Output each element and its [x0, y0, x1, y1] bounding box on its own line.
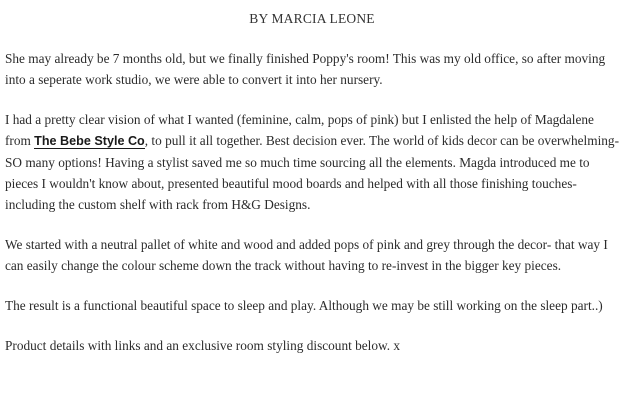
bebe-style-co-link[interactable]: The Bebe Style Co [34, 134, 145, 148]
paragraph-stylist [5, 109, 619, 215]
paragraph-result: The result is a functional beautiful space to sleep and play. Although we may be still working on the sleep part..) [5, 298, 603, 313]
paragraph-intro: She may already be 7 months old, but we finally finished Poppy's room! This was my old office, so after moving into a seperate work studio, we were able to convert it into her nursery. [5, 51, 606, 87]
paragraph-stylist-text-after: , to pull it all together. Best decision ever. The world of kids decor can be overwhelming- SO many options! Having a stylist saved me so much time sourcing all the elements. Magda introduced me to pieces I wouldn't know about, presented beautiful mood boards and helped with all those finishing touches- including the custom shelf with rack from H&G Designs. [5, 133, 620, 212]
paragraph-stylist-text-before: I had a pretty clear vision of what I wanted (feminine, calm, pops of pink) but I enlisted the help of Magdalene from [5, 112, 594, 148]
article-body [5, 8, 619, 373]
author-byline: BY MARCIA LEONE [249, 11, 375, 26]
paragraph-product-details: Product details with links and an exclusive room styling discount below. x [5, 338, 401, 353]
paragraph-palette: We started with a neutral pallet of white and wood and added pops of pink and grey through the decor- that way I can easily change the colour scheme down the track without having to re-invest in the bigger key pieces. [5, 237, 608, 273]
